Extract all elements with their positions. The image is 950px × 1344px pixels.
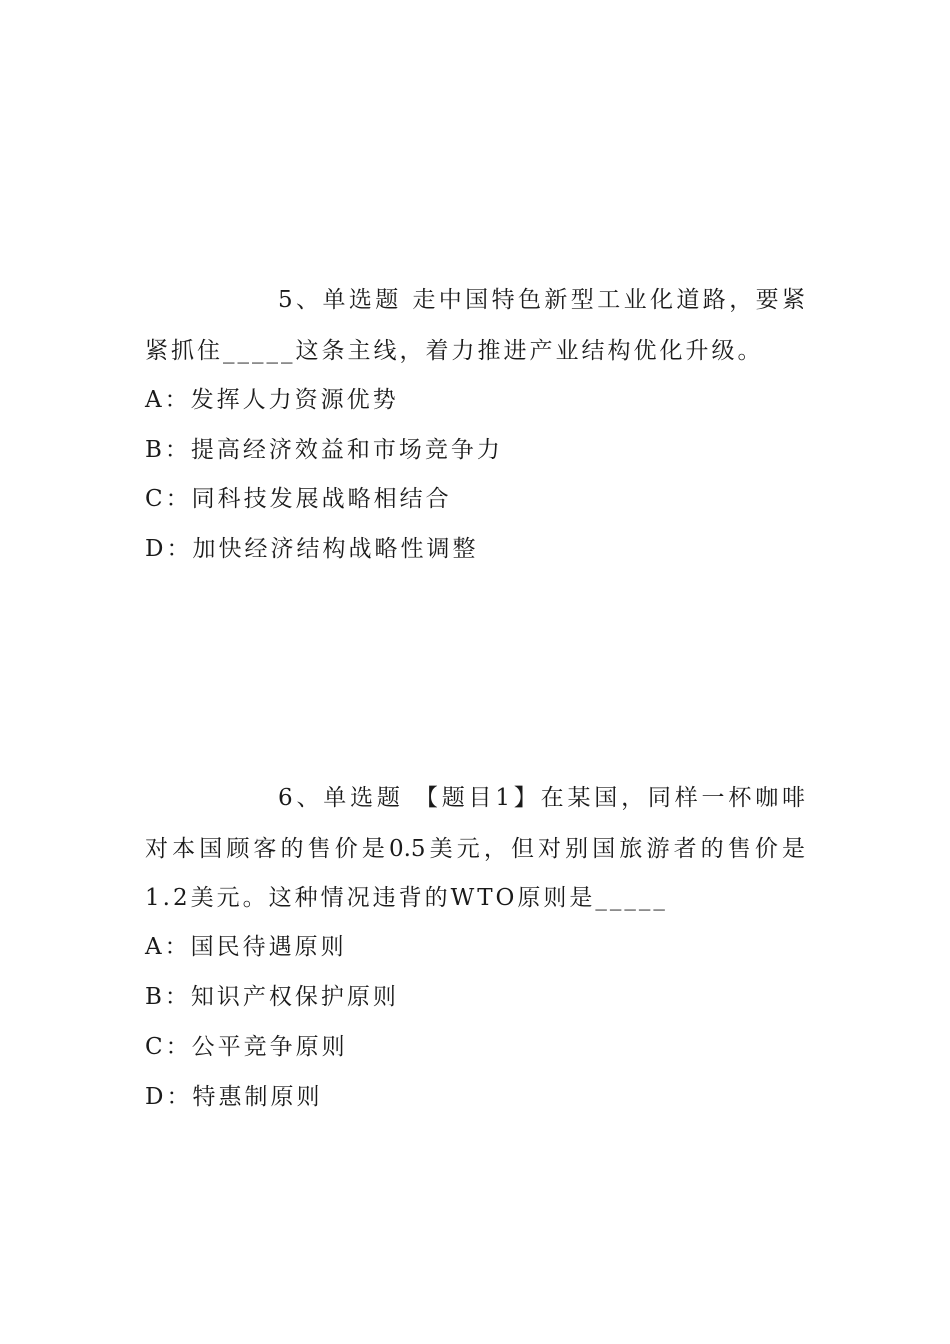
question-6-option-d: D：特惠制原则 [145,1084,323,1110]
question-5-option-d: D：加快经济结构战略性调整 [145,536,479,562]
question-6-stem-line-1 [278,783,805,813]
question-5-stem-line-2: 紧抓住_____这条主线，着力推进产业结构优化升级。 [145,338,764,364]
question-6-number-type: 6、单选题 [278,785,404,811]
question-6-option-a: A：国民待遇原则 [145,934,347,960]
question-5-option-b: B：提高经济效益和市场竞争力 [145,437,503,463]
question-6-option-b: B：知识产权保护原则 [145,984,399,1010]
question-6-stem-start: 【题目1】在某国，同样一杯咖啡 [414,785,806,811]
question-5-option-c: C：同科技发展战略相结合 [145,486,452,512]
question-5-stem-start: 走中国特色新型工业化道路，要紧 [412,287,806,313]
question-6-option-c: C：公平竞争原则 [145,1034,348,1060]
question-6-stem-line-2: 对本国顾客的售价是0.5美元，但对别国旅游者的售价是 [145,836,805,862]
question-5-option-a: A：发挥人力资源优势 [145,387,399,413]
question-5-number-type: 5、单选题 [278,287,402,313]
question-6-stem-line-3: 1.2美元。这种情况违背的WTO原则是_____ [145,885,668,911]
question-5-stem-line-1 [278,285,805,315]
